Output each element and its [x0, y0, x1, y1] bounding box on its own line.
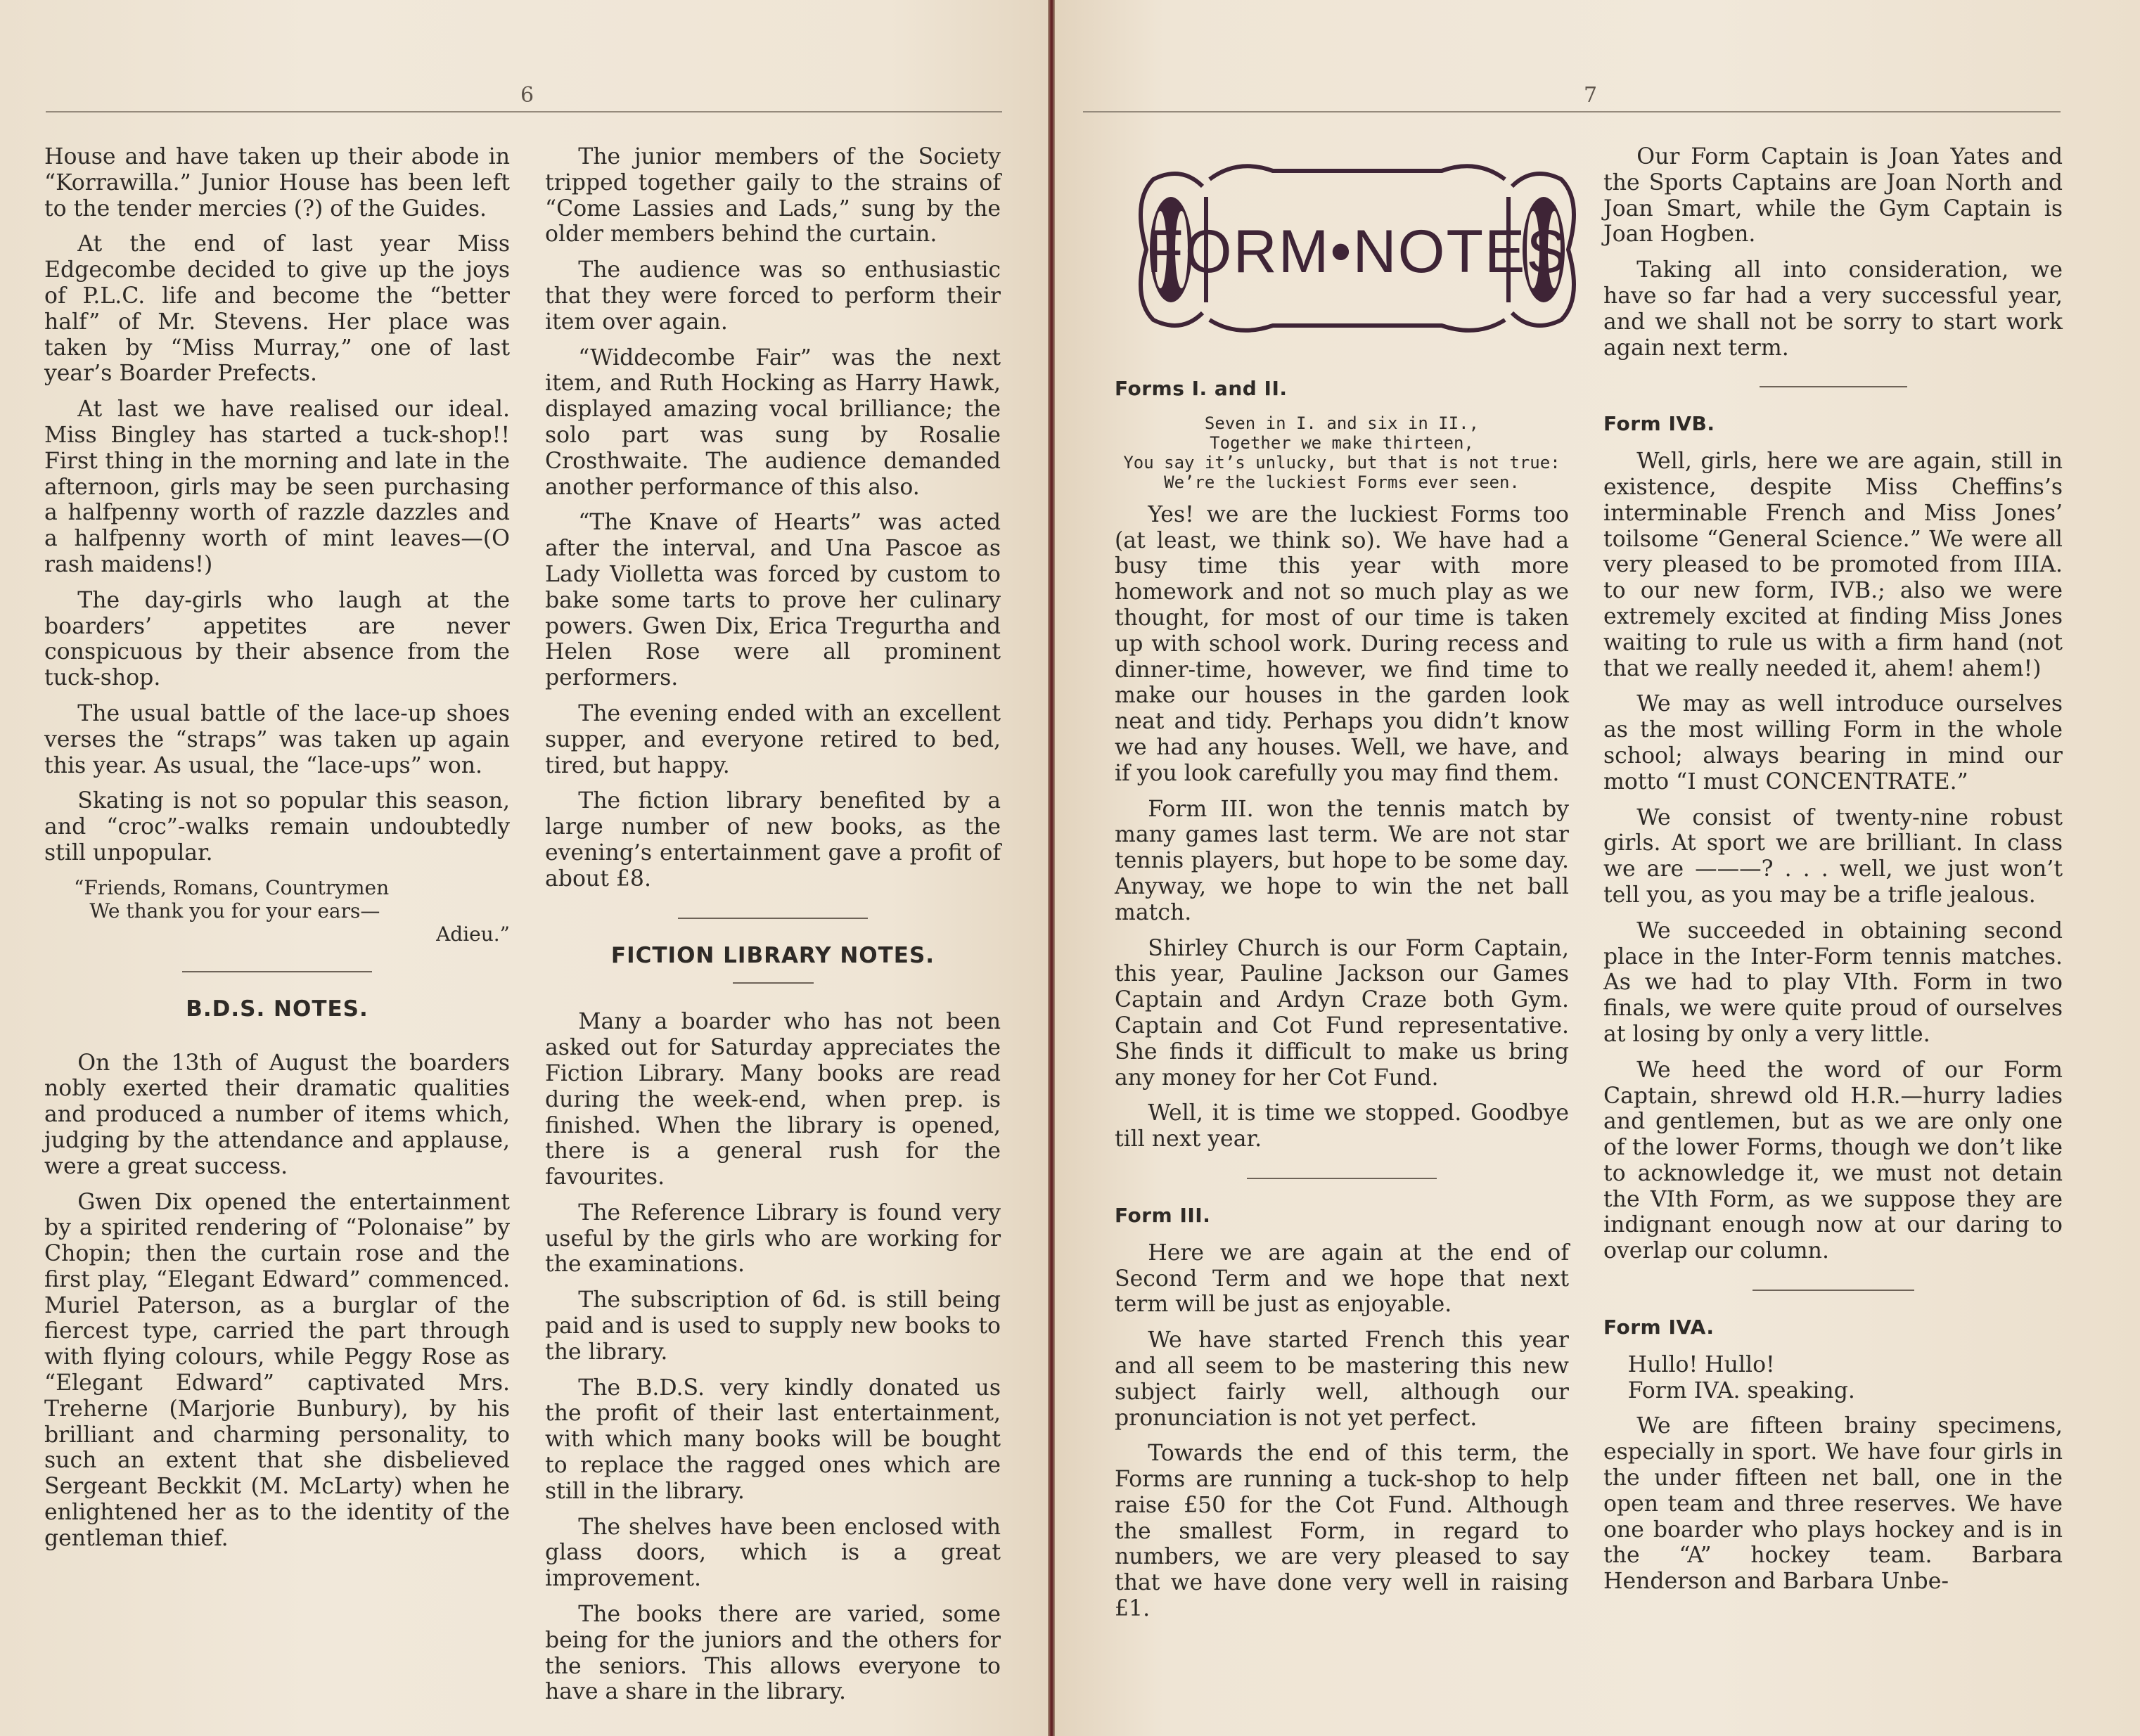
form-4a-greeting: [1603, 1352, 2063, 1404]
page-number-right: 7: [1584, 83, 1598, 108]
form-notes-banner: [1125, 144, 1582, 355]
heading-underline: [733, 982, 814, 984]
paragraph: Here we are again at the end of Second Term and we hope that next term will be just as enjoyable.: [1115, 1240, 1569, 1318]
right-column-1: [1115, 376, 1569, 1632]
paragraph: Skating is not so popular this season, and “croc”-walks remain undoubtedly still unpopular.: [44, 788, 510, 866]
paragraph: At last we have realised our ideal. Miss Bingley has started a tuck-shop!! First thing in the morning and late in the afternoon, girls may be seen purchasing a halfpenny worth of razzle dazzles and a halfpenny worth of mint leaves—(O rash maidens!): [44, 397, 510, 577]
verse-line: We’re the luckiest Forms ever seen.: [1164, 472, 1520, 492]
fiction-library-heading: FICTION LIBRARY NOTES.: [610, 942, 935, 968]
form-4b-heading: Form IVB.: [1603, 412, 1715, 436]
banner-title: FORM•NOTES: [1146, 218, 1568, 285]
book-spine: [1048, 0, 1055, 1736]
paragraph: We heed the word of our Form Captain, shrewd old H.R.—hurry ladies and gentlemen, but as we are only one of the lower Forms, though we don’t like to acknowledge it, we must not detain the VIth Form, as we suppose they are indignant enough now at our daring to overlap our column.: [1603, 1057, 2063, 1264]
right-column-2: [1603, 144, 2063, 1605]
verse-line: Together we make thirteen,: [1210, 432, 1474, 453]
left-page: [0, 0, 1048, 1736]
quote-line: We thank you for your ears—: [89, 899, 380, 922]
forms-verse: [1115, 413, 1569, 492]
paragraph: The subscription of 6d. is still being paid and is used to supply new books to the library.: [545, 1287, 1001, 1365]
verse-line: You say it’s unlucky, but that is not true:: [1123, 452, 1561, 472]
paragraph: The books there are varied, some being for the juniors and the others for the seniors. This allows everyone to have a share in the library.: [545, 1602, 1001, 1705]
greeting-line: Form IVA. speaking.: [1627, 1377, 1855, 1403]
paragraph: We succeeded in obtaining second place in the Inter-Form tennis matches. As we had to play VIth. Form in two finals, we were quite proud of ourselves at losing by only a very little.: [1603, 918, 2063, 1047]
paragraph: Towards the end of this term, the Forms are running a tuck-shop to help raise £50 for the Cot Fund. Although the smallest Form, in regard to numbers, we are very pleased to say that we have done very well in raising £1.: [1115, 1441, 1569, 1622]
greeting-line: Hullo! Hullo!: [1627, 1351, 1775, 1377]
paragraph: The day-girls who laugh at the boarders’ appetites are never conspicuous by their absence from the tuck-shop.: [44, 587, 510, 691]
section-divider: [1760, 386, 1907, 387]
paragraph: Shirley Church is our Form Captain, this year, Pauline Jackson our Games Captain and Ardyn Craze both Gym. Captain and Cot Fund representative. She finds it difficult to make us bring any money for her Cot Fund.: [1115, 935, 1569, 1091]
form-3-heading: Form III.: [1115, 1203, 1211, 1227]
section-divider: [182, 971, 372, 972]
paragraph: Gwen Dix opened the entertainment by a spirited rendering of “Polonaise” by Chopin; then the curtain rose and the first play, “Elegant Edward” commenced. Muriel Paterson, as a burglar of the fiercest type, carried the part through with flying colours, while Peggy Rose as “Elegant Edward” captivated Mrs. Treherne (Marjorie Bunbury), by his brilliant and charming personality, to such an extent that she disbelieved Sergeant Beckkit (M. McLarty) when he enlightened her as to the identity of the gentleman thief.: [44, 1189, 510, 1551]
paragraph: We have started French this year and all seem to be mastering this new subject fairly well, although our pronunciation is not yet perfect.: [1115, 1327, 1569, 1431]
paragraph: The evening ended with an excellent supper, and everyone retired to bed, tired, but happy.: [545, 700, 1001, 778]
paragraph: Well, girls, here we are again, still in existence, despite Miss Cheffins’s interminable French and Miss Jones’ toilsome “General Science.” We were all very pleased to be promoted from IIIA. to our new form, IVB.; also we were extremely excited at finding Miss Jones waiting to rule us with a firm hand (not that we really needed it, ahem! ahem!): [1603, 449, 2063, 681]
left-column-2: [545, 144, 1001, 1715]
paragraph: Our Form Captain is Joan Yates and the Sports Captains are Joan North and Joan Smart, while the Gym Captain is Joan Hogben.: [1603, 144, 2063, 247]
paragraph: We consist of twenty-nine robust girls. At sport we are brilliant. In class we are ———? . . . well, we just won’t tell you, as you may be a trifle jealous.: [1603, 804, 2063, 908]
paragraph: The junior members of the Society tripped together gaily to the strains of “Come Lassies and Lads,” sung by the older members behind the curtain.: [545, 144, 1001, 247]
paragraph: The shelves have been enclosed with glass doors, which is a great improvement.: [545, 1514, 1001, 1592]
header-rule-right: [1083, 111, 2061, 112]
paragraph: House and have taken up their abode in “Korrawilla.” Junior House has been left to the tender mercies (?) of the Guides.: [44, 144, 510, 221]
verse-line: Seven in I. and six in II.,: [1204, 413, 1480, 433]
paragraph: We may as well introduce ourselves as the most willing Form in the whole school; always bearing in mind our motto “I must CONCENTRATE.”: [1603, 691, 2063, 795]
paragraph: We are fifteen brainy specimens, especially in sport. We have four girls in the under fifteen net ball, one in the open team and three reserves. We have one boarder who plays hockey and is in the “A” hockey team. Barbara Henderson and Barbara Unbe-: [1603, 1413, 2063, 1595]
paragraph: Taking all into consideration, we have so far had a very successful year, and we shall not be sorry to start work again next term.: [1603, 257, 2063, 361]
paragraph: Form III. won the tennis match by many games last term. We are not star tennis players, but hope to be some day. Anyway, we hope to win the net ball match.: [1115, 796, 1569, 925]
section-divider: [678, 918, 868, 919]
left-column-1: [44, 144, 510, 1562]
paragraph: The audience was so enthusiastic that they were forced to perform their item over again.: [545, 257, 1001, 335]
paragraph: The Reference Library is found very useful by the girls who are working for the examinations.: [545, 1200, 1001, 1278]
quote-line: Adieu.”: [436, 922, 510, 946]
paragraph: Many a boarder who has not been asked out for Saturday appreciates the Fiction Library. Many books are read during the week-end, when prep. is finished. When the library is opened, there is a general rush for the favourites.: [545, 1009, 1001, 1190]
section-divider: [1753, 1290, 1914, 1291]
paragraph: Yes! we are the luckiest Forms too (at least, we think so). We have had a busy time this year with more homework and not so much play as we thought, for most of our time is taken up with school work. During recess and dinner-time, however, we find time to make our houses in the garden look neat and tidy. Perhaps you didn’t know we had any houses. Well, we have, and if you look carefully you may find them.: [1115, 501, 1569, 786]
page-number-left: 6: [520, 83, 534, 108]
section-divider: [1247, 1178, 1437, 1179]
paragraph: “The Knave of Hearts” was acted after the interval, and Una Pascoe as Lady Violletta was forced by custom to bake some tarts to prove her culinary powers. Gwen Dix, Erica Tregurtha and Helen Rose were all prominent performers.: [545, 510, 1001, 691]
paragraph: Well, it is time we stopped. Goodbye till next year.: [1115, 1100, 1569, 1152]
form-4a-heading: Form IVA.: [1603, 1316, 1715, 1339]
header-rule-left: [46, 111, 1002, 112]
forms-1-2-heading: Forms I. and II.: [1115, 377, 1288, 400]
paragraph: At the end of last year Miss Edgecombe decided to give up the joys of P.L.C. life and become the “better half” of Mr. Stevens. Her place was taken by “Miss Murray,” one of last year’s Boarder Prefects.: [44, 231, 510, 387]
bds-notes-heading: B.D.S. NOTES.: [186, 996, 369, 1022]
paragraph: The B.D.S. very kindly donated us the profit of their last entertainment, with which many books will be bought to replace the ragged ones which are still in the library.: [545, 1375, 1001, 1504]
closing-quote: [44, 876, 510, 946]
paragraph: The fiction library benefited by a large number of new books, as the evening’s entertainment gave a profit of about £8.: [545, 788, 1001, 892]
quote-line: “Friends, Romans, Countrymen: [74, 875, 390, 899]
paragraph: “Widdecombe Fair” was the next item, and Ruth Hocking as Harry Hawk, displayed amazing vocal brilliance; the solo part was sung by Rosalie Crosthwaite. The audience demanded another performance of this also.: [545, 345, 1001, 500]
paragraph: The usual battle of the lace-up shoes verses the “straps” was taken up again this year. As usual, the “lace-ups” won.: [44, 700, 510, 778]
paragraph: On the 13th of August the boarders nobly exerted their dramatic qualities and produced a number of items which, judging by the attendance and applause, were a great success.: [44, 1050, 510, 1179]
